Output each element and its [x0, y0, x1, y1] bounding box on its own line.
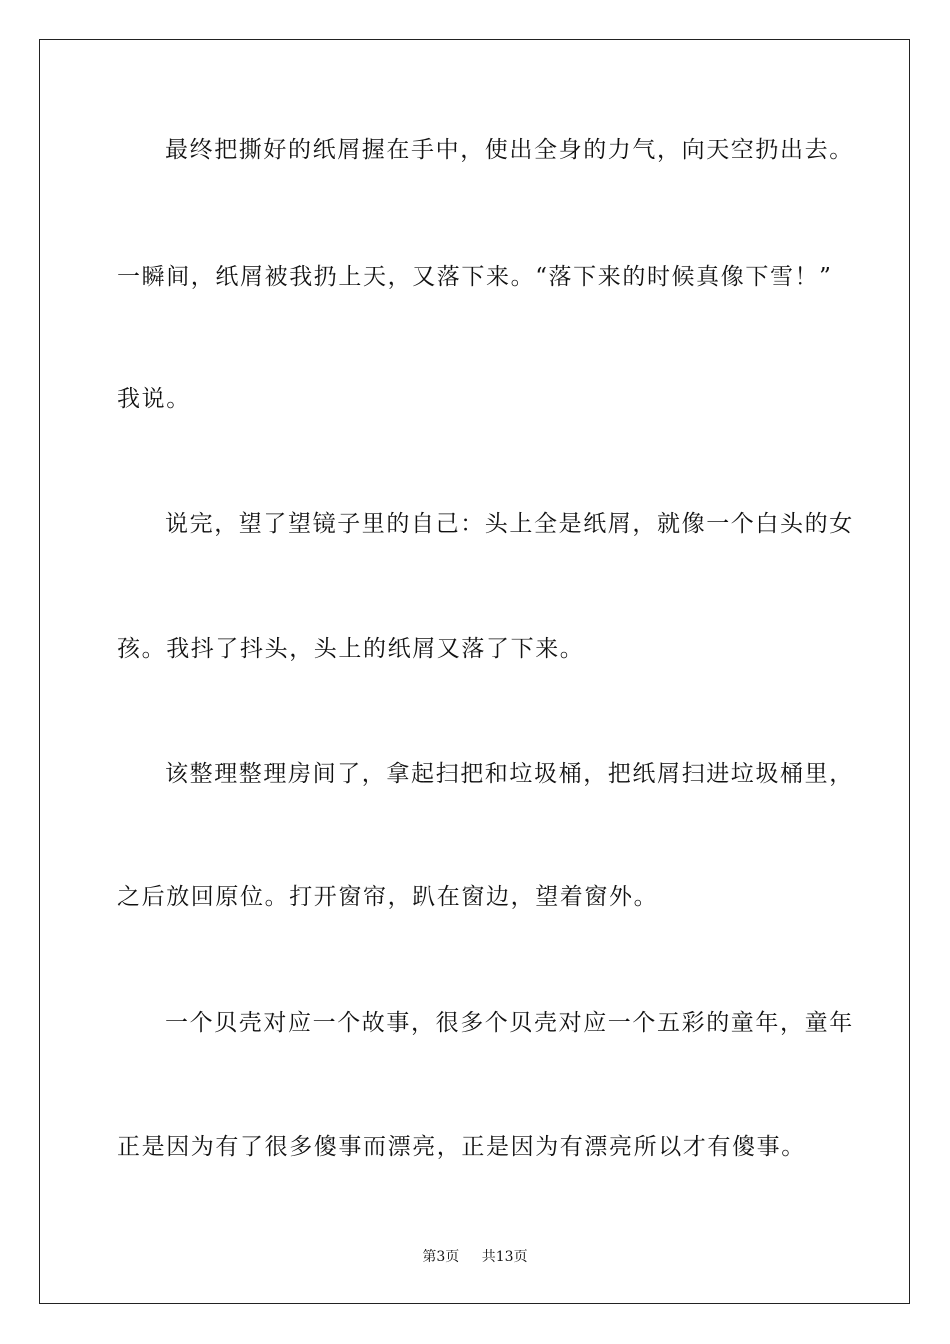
paragraph-line: 正是因为有了很多傻事而漂亮，正是因为有漂亮所以才有傻事。 — [117, 1134, 806, 1160]
total-pages: 共13页 — [481, 1249, 528, 1265]
paragraph-line: 一个贝壳对应一个故事，很多个贝壳对应一个五彩的童年，童年 — [165, 1010, 854, 1036]
paragraph-line: 我说。 — [117, 386, 191, 412]
page-frame — [39, 39, 910, 1304]
paragraph-line: 该整理整理房间了，拿起扫把和垃圾桶，把纸屑扫进垃圾桶里， — [165, 761, 854, 787]
page-number: 第3页 — [422, 1249, 460, 1265]
paragraph-line: 一瞬间，纸屑被我扔上天，又落下来。“落下来的时候真像下雪！” — [117, 264, 833, 290]
paragraph-line: 最终把撕好的纸屑握在手中，使出全身的力气，向天空扔出去。 — [165, 137, 854, 163]
paragraph-line: 孩。我抖了抖头，头上的纸屑又落了下来。 — [117, 636, 585, 662]
page-footer — [0, 1248, 950, 1266]
paragraph-line: 说完，望了望镜子里的自己：头上全是纸屑，就像一个白头的女 — [165, 511, 854, 537]
paragraph-line: 之后放回原位。打开窗帘，趴在窗边，望着窗外。 — [117, 884, 659, 910]
